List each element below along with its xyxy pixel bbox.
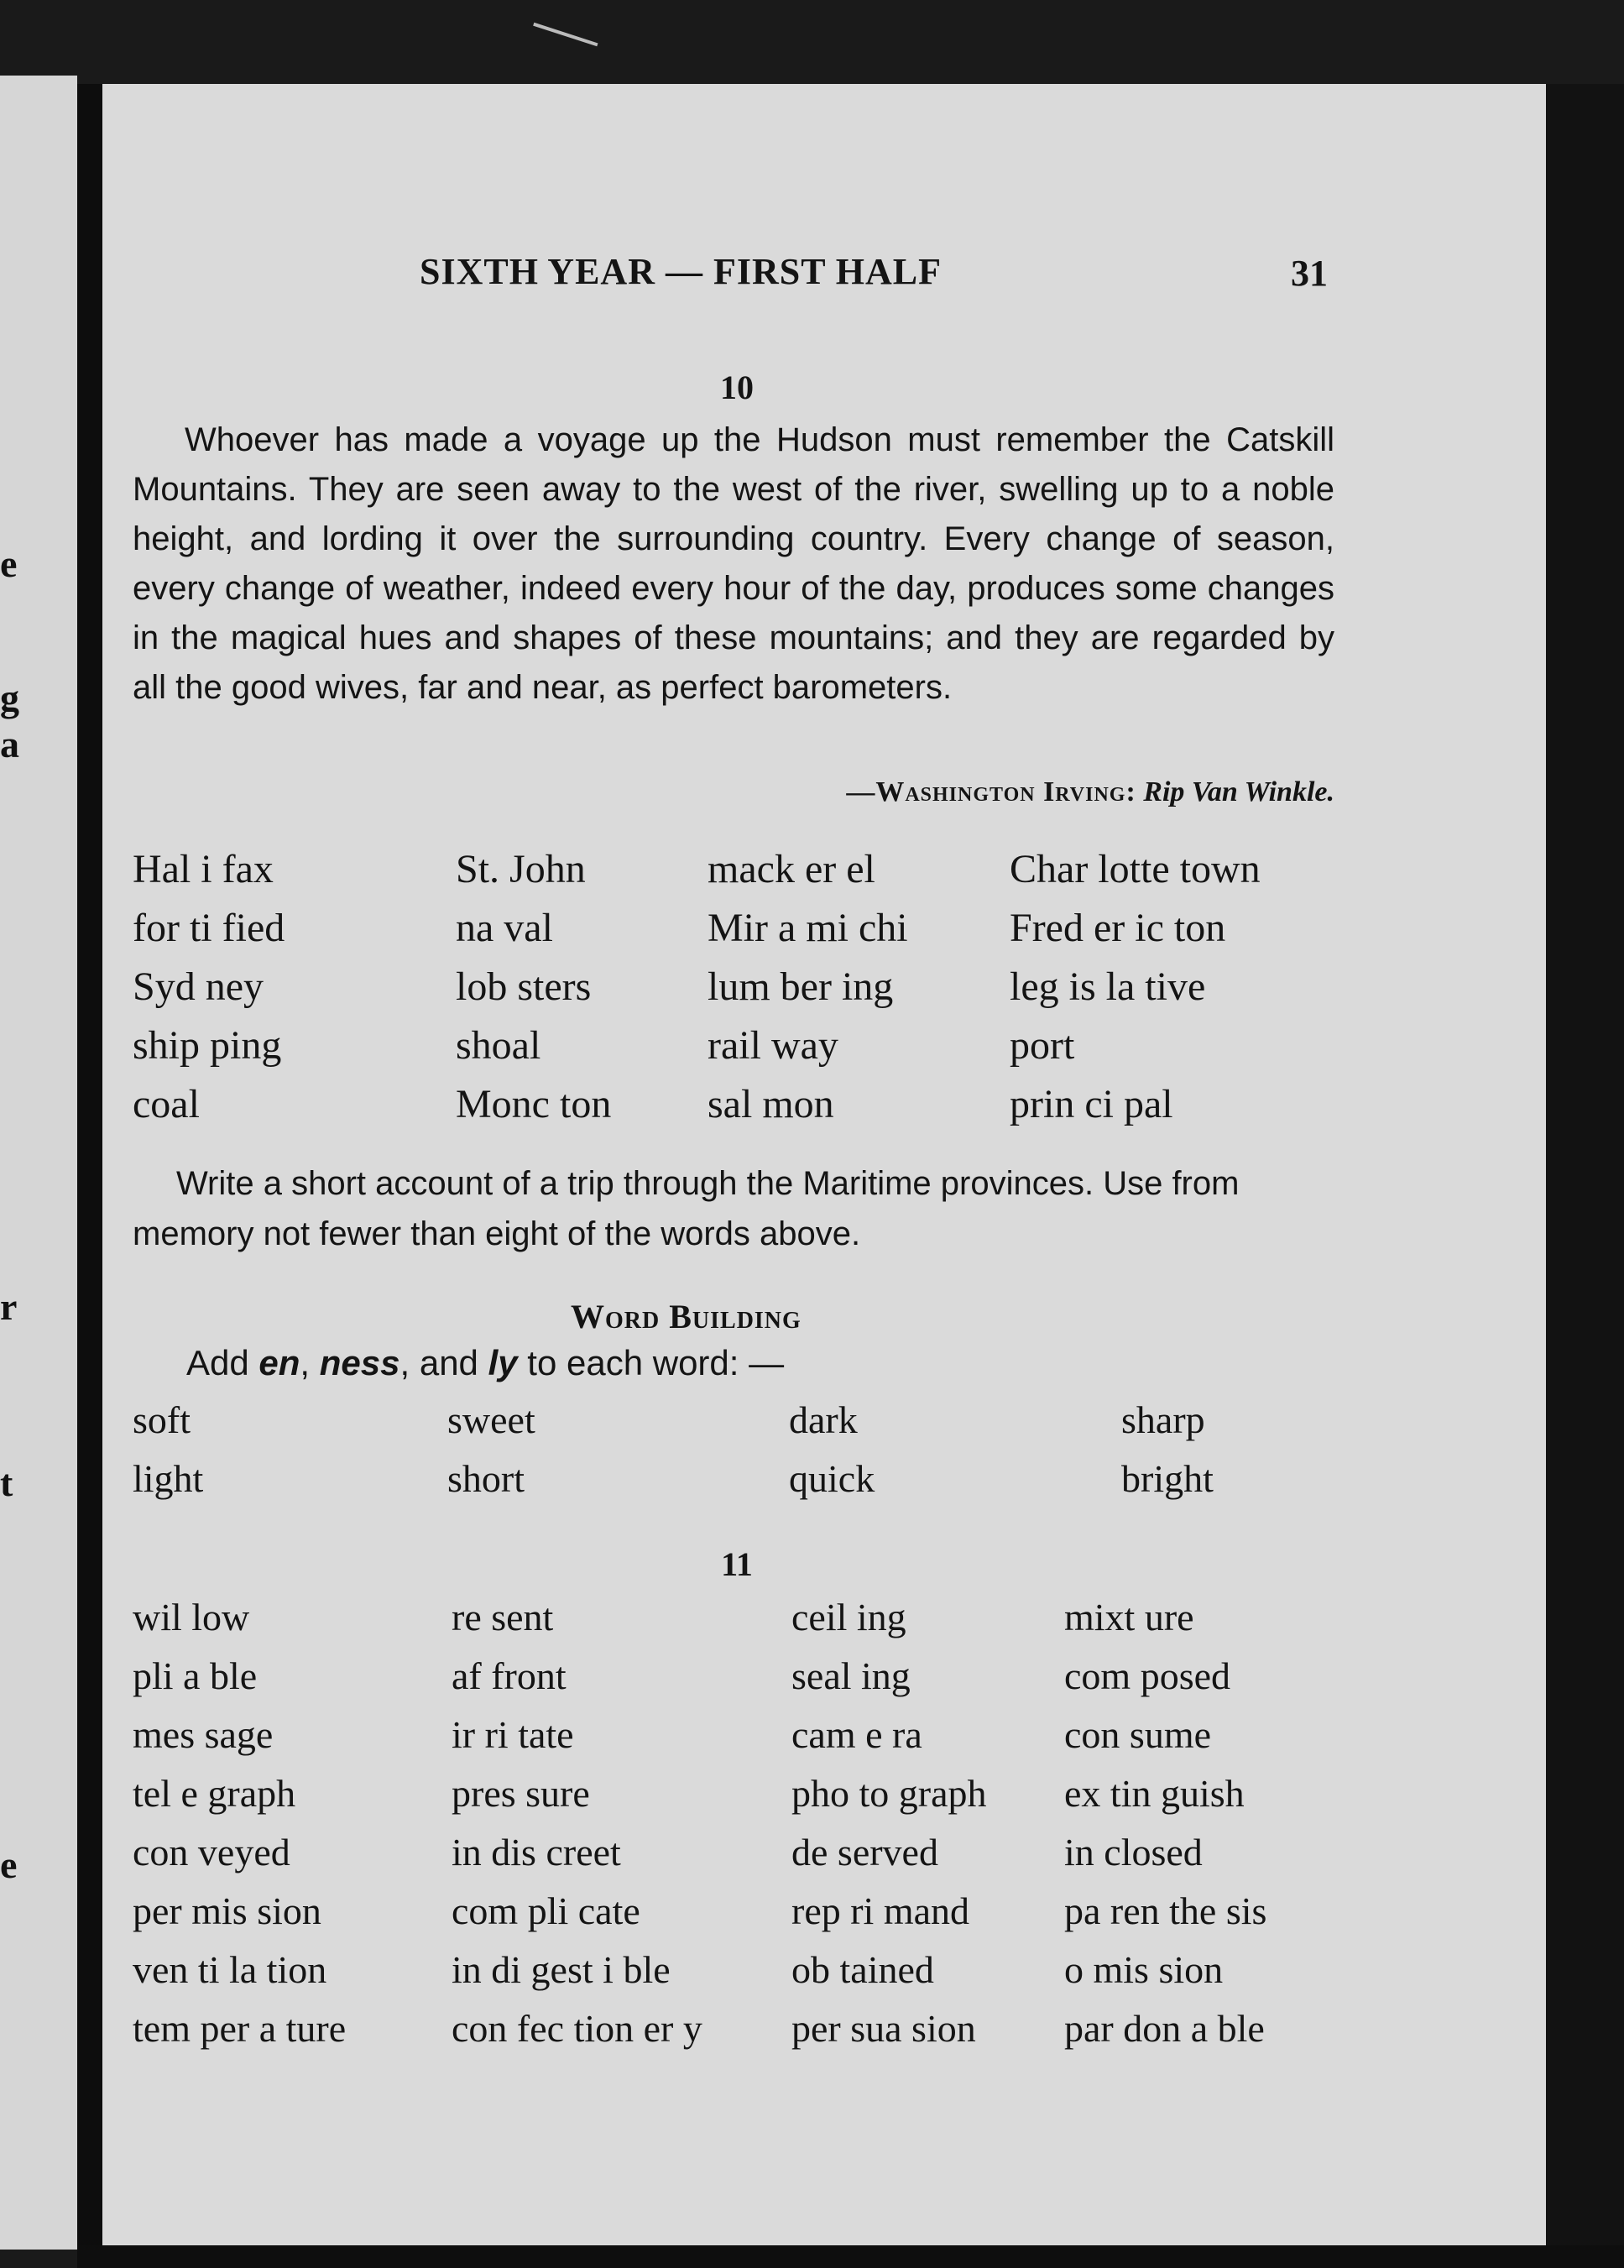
suffix-en: en (258, 1343, 300, 1382)
prev-page-fragment: r (0, 1285, 18, 1328)
word-item: re sent (452, 1596, 554, 1638)
word-item: in closed (1064, 1831, 1203, 1873)
word-column (133, 1595, 346, 2065)
word-item: lob sters (456, 964, 592, 1009)
word-item: con veyed (133, 1831, 290, 1873)
word-item: Fred er ic ton (1010, 906, 1226, 950)
word-column (133, 1398, 203, 1515)
passage-paragraph (133, 415, 1334, 713)
prev-page-fragment: a (0, 723, 19, 766)
word-item: port (1010, 1023, 1075, 1068)
word-item: per sua sion (791, 2007, 976, 2050)
word-item: o mis sion (1064, 1948, 1224, 1991)
writing-instruction (133, 1158, 1341, 1259)
prev-page-fragment: e (0, 542, 18, 585)
word-item: rep ri mand (791, 1889, 970, 1932)
prompt-text: Add (186, 1343, 259, 1382)
word-item: ceil ing (791, 1596, 906, 1638)
word-item: Mir a mi chi (708, 906, 908, 950)
word-item: quick (789, 1457, 875, 1500)
word-column (789, 1398, 875, 1515)
word-item: com posed (1064, 1654, 1231, 1697)
suffix-ness: ness (319, 1343, 400, 1382)
word-item: ven ti la tion (133, 1948, 327, 1991)
passage-text: Whoever has made a voyage up the Hudson must remember the Catskill Mountains. They are seen away to the west of the river, swelling up to a noble height, and lording it over the surrounding country. Every change of season, every change of weather, indeed every hour of the day, produces some changes in the magical hues and shapes of these mountains; and they are regarded by all the good wives, far and near, as perfect barometers. (133, 421, 1334, 706)
word-item: cam e ra (791, 1713, 922, 1756)
prompt-separator: , and (399, 1343, 488, 1382)
word-item: ship ping (133, 1023, 282, 1068)
word-item: sharp (1121, 1398, 1205, 1441)
word-item: pli a ble (133, 1654, 258, 1697)
word-item: ir ri tate (452, 1713, 574, 1756)
instruction-text: Write a short account of a trip through the Maritime provinces. Use from memory not fewer than eight of the words above. (133, 1165, 1240, 1252)
previous-page-edge (0, 76, 77, 2250)
word-item: for ti fied (133, 906, 285, 950)
attribution-author: —Washington Irving: (846, 776, 1136, 807)
section-number: 10 (720, 368, 754, 406)
word-item: con sume (1064, 1713, 1212, 1756)
word-item: bright (1121, 1457, 1214, 1500)
word-item: Char lotte town (1010, 847, 1261, 891)
word-item: de served (791, 1831, 938, 1873)
attribution-work: Rip Van Winkle. (1143, 776, 1334, 807)
word-item: pres sure (452, 1772, 590, 1815)
word-item: wil low (133, 1596, 250, 1638)
word-item: ob tained (791, 1948, 934, 1991)
book-gutter (77, 84, 102, 2250)
word-item: mack er el (708, 847, 875, 891)
word-item: af front (452, 1654, 567, 1697)
word-item: in dis creet (452, 1831, 621, 1873)
word-item: Monc ton (456, 1082, 612, 1126)
suffix-ly: ly (488, 1343, 518, 1382)
word-item: pho to graph (791, 1772, 987, 1815)
word-item: mes sage (133, 1713, 274, 1756)
word-item: na val (456, 906, 553, 950)
word-column (1121, 1398, 1214, 1515)
section-number: 11 (721, 1545, 753, 1583)
word-item: shoal (456, 1023, 541, 1068)
word-column (452, 1595, 702, 2065)
word-item: per mis sion (133, 1889, 321, 1932)
word-building-prompt (186, 1343, 784, 1383)
prev-page-fragment: t (0, 1461, 13, 1504)
word-item: dark (789, 1398, 858, 1441)
word-item: leg is la tive (1010, 964, 1206, 1009)
word-column (1064, 1595, 1266, 2065)
word-item: Syd ney (133, 964, 264, 1009)
prev-page-fragment: e (0, 1843, 18, 1886)
word-item: mixt ure (1064, 1596, 1194, 1638)
word-item: par don a ble (1064, 2007, 1265, 2050)
word-item: tel e graph (133, 1772, 296, 1815)
scan-mark (533, 0, 608, 46)
word-building-heading: Word Building (571, 1298, 802, 1335)
bottom-shadow (77, 2245, 1624, 2268)
page-edge-shadow (1546, 84, 1624, 2268)
word-item: con fec tion er y (452, 2007, 702, 2050)
running-title: SIXTH YEAR — FIRST HALF (420, 251, 943, 292)
word-item: rail way (708, 1023, 838, 1068)
word-item: sal mon (708, 1082, 834, 1126)
word-item: prin ci pal (1010, 1082, 1173, 1126)
word-item: sweet (447, 1398, 535, 1441)
word-column (791, 1595, 987, 2065)
word-column (133, 846, 285, 1140)
attribution (846, 776, 1334, 808)
word-column (456, 846, 611, 1140)
prompt-text: to each word: — (517, 1343, 785, 1382)
word-item: com pli cate (452, 1889, 640, 1932)
word-item: short (447, 1457, 525, 1500)
word-item: Hal i fax (133, 847, 274, 891)
prev-page-fragment: g (0, 677, 19, 719)
word-item: in di gest i ble (452, 1948, 671, 1991)
word-item: coal (133, 1082, 200, 1126)
word-item: light (133, 1457, 204, 1500)
prompt-separator: , (300, 1343, 320, 1382)
word-item: seal ing (791, 1654, 911, 1697)
word-column (447, 1398, 535, 1515)
word-item: lum ber ing (708, 964, 894, 1009)
word-item: pa ren the sis (1064, 1889, 1267, 1932)
word-item: soft (133, 1398, 191, 1441)
page-number: 31 (1291, 253, 1328, 294)
word-item: tem per a ture (133, 2007, 347, 2050)
word-item: St. John (456, 847, 586, 891)
word-item: ex tin guish (1064, 1772, 1245, 1815)
word-column (1010, 846, 1261, 1140)
word-column (708, 846, 908, 1140)
